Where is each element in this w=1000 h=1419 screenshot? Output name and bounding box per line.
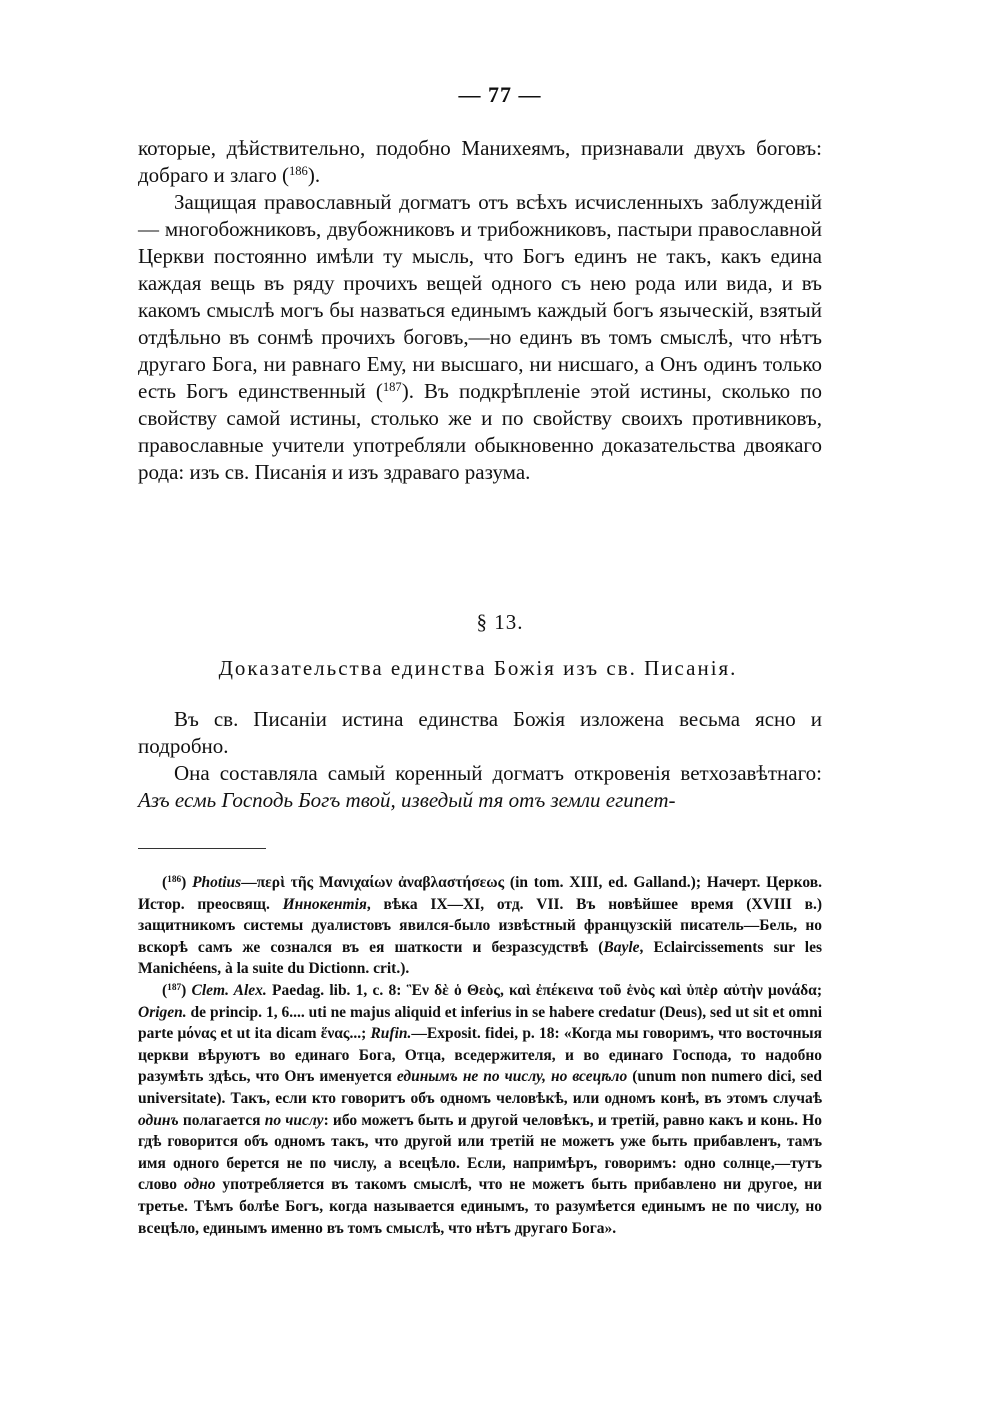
main-text-top bbox=[138, 135, 822, 486]
section-title: Доказательства единства Божія изъ св. Писанія. bbox=[218, 656, 738, 680]
footnote-text: , вѣка IX—XI, отд. VII. Въ новѣйшее время (XVIII в.) защитникомъ системы дуалистовъ явился-было извѣстный французскій писатель—Бель, но вскорѣ самъ же сознался въ ея шаткости и безразсудствѣ ( bbox=[138, 895, 823, 956]
main-text-bottom bbox=[138, 706, 822, 814]
paragraph-text: Защищая православный догматъ отъ всѣхъ исчисленныхъ заблужденій — многобожниковъ, двубожниковъ и трибожниковъ, пастыри православной Церкви постоянно имѣли ту мысль, что Богъ единъ не такъ, какъ едина каждая вещь въ ряду прочихъ вещей одного съ нею рода или вида, и въ какомъ смыслѣ могъ бы назваться единымъ каждый богъ языческій, взятый отдѣльно въ сонмѣ прочихъ боговъ,—но единъ въ томъ смыслѣ, что нѣтъ другаго Бога, ни равнаго Ему, ни высшаго, ни нисшаго, а Онъ одинъ только есть Богъ единственный ( bbox=[138, 190, 822, 403]
paragraph-continued bbox=[138, 135, 822, 189]
paragraph-defense bbox=[138, 189, 822, 486]
footnote-divider bbox=[138, 848, 266, 849]
emphasis-italic: по числу bbox=[264, 1111, 324, 1129]
footnotes bbox=[138, 872, 822, 1239]
paragraph-scripture: Въ св. Писаніи истина единства Божія изложена весьма ясно и подробно. bbox=[138, 707, 822, 758]
emphasis-italic: одинъ bbox=[138, 1111, 179, 1129]
emphasis-italic: одно bbox=[183, 1176, 216, 1194]
paragraph-text: Она составляла самый коренный догматъ откровенія ветхозавѣтнаго: bbox=[174, 761, 822, 785]
paragraph-text: ). Въ подкрѣпленіе этой истины, сколько по свойству самой истины, столько же и по свойству своихъ противниковъ, православные учители употребляли обыкновенно доказательства двоякаго рода: изъ св. Писанія и изъ здраваго разума. bbox=[138, 379, 822, 484]
footnote-text: , Eclaircissements sur les Manichéens, à la suite du Dictionn. crit.). bbox=[138, 938, 822, 978]
footnote-number: 187 bbox=[167, 982, 182, 993]
paragraph-text: которые, дѣйствительно, подобно Манихеямъ, признавали двухъ боговъ: добраго и злаго ( bbox=[138, 136, 822, 187]
footnote-ref-187[interactable]: 187 bbox=[382, 380, 402, 395]
author-name: Иннокентія bbox=[282, 895, 367, 913]
footnote-number: 186 bbox=[167, 874, 182, 885]
footnote-text: —Exposit. fidei, p. 18: «Когда мы говоримъ, что восточныя церкви вѣруютъ во единаго Бога, Отца, вседержителя, и во единаго Господа, то надобно разумѣть здѣсь, что Онъ именуется bbox=[138, 1025, 822, 1086]
footnote-text: : ибо можетъ быть и другой человѣкъ, и третій, равно какъ и конь. Но гдѣ говорится объ одномъ такъ, что другой или третій не можетъ уже быть прибавленъ, тамъ имя одного берется не по числу, а всецѣло. Если, напримѣръ, говоримъ: одно солнце,—тутъ слово bbox=[138, 1111, 822, 1194]
author-name: Bayle bbox=[603, 938, 640, 956]
footnote-text: (unum non numero dici, sed universitate). Такъ, если кто говоритъ объ одномъ человѣкѣ, или одномъ конѣ, въ этомъ случаѣ bbox=[138, 1068, 822, 1107]
quotation-italic: Азъ есмь Господь Богъ твой, изведый тя отъ земли египет- bbox=[138, 788, 676, 812]
footnote-186: ($^{186}$) Photius—περὶ τῆς Μανιχαίων ἀναβλαστήσεως (in tom. XIII, ed. Galland.); Начерт. Церков. Истор. преосвящ. Иннокентія, вѣка IX—XI, отд. VII. Въ новѣйшее время (XVIII в.) защитникомъ системы дуалистовъ явился-было извѣстный французскій писатель—Бель, но вскорѣ самъ же сознался въ ея шаткости и безразсудствѣ (Bayle, Eclaircissements sur les Manichéens, à la suite du Dictionn. crit.). bbox=[138, 874, 823, 978]
footnote-text: —περὶ τῆς Μανιχαίων ἀναβλαστήσεως (in tom. XIII, ed. Galland.); Начерт. Церков. Истор. преосвящ. bbox=[138, 874, 822, 913]
author-name: Rufin. bbox=[370, 1025, 412, 1043]
page-number: — 77 — bbox=[458, 82, 542, 107]
author-name: Clem. Alex. bbox=[191, 981, 267, 999]
section-number: § 13. bbox=[476, 610, 524, 634]
author-name: Origen. bbox=[138, 1003, 187, 1021]
emphasis-italic: единымъ не по числу, но всецѣло bbox=[396, 1068, 628, 1086]
paragraph-text: ). bbox=[307, 163, 321, 187]
footnote-text: употребляется въ такомъ смыслѣ, что не можетъ быть прибавлено ни другое, ни третье. Тѣмъ болѣе Богъ, когда называется единымъ, то разумѣется единымъ не по числу, но всецѣло, единымъ именно въ томъ смыслѣ, что нѣтъ другаго Бога». bbox=[138, 1176, 822, 1237]
footnote-ref-186[interactable]: 186 bbox=[288, 164, 308, 179]
footnote-text: Paedag. lib. 1, c. 8: Ἓν δὲ ὁ Θεὸς, καὶ ἐπέκεινα τοῦ ἑνὸς καὶ ὑπὲρ αὐτὴν μονάδα; bbox=[266, 981, 822, 999]
footnote-187: ($^{187}$) Clem. Alex. Paedag. lib. 1, c. 8: Ἓν δὲ ὁ Θεὸς, καὶ ἐπέκεινα τοῦ ἑνὸς καὶ ὑπὲρ αὐτὴν μονάδα; Origen. de princip. 1, 6.... uti ne majus aliquid et inferius in se habere credatur (Deus), sed ut sit et omni parte μόνας et ut ita dicam ἕνας...; Rufin.—Exposit. fidei, p. 18: «Когда мы говоримъ, что восточныя церкви вѣруютъ во единаго Бога, Отца, вседержителя, и во единаго Господа, то надобно разумѣть здѣсь, что Онъ именуется единымъ не по числу, но всецѣло (unum non numero dici, sed universitate). Такъ, если кто говоритъ объ одномъ человѣкѣ, или одномъ конѣ, въ этомъ случаѣ одинъ полагается по числу: ибо можетъ быть и другой человѣкъ, и третій, равно какъ и конь. Но гдѣ говорится объ одномъ такъ, что другой или третій не можетъ уже быть прибавленъ, тамъ имя одного берется не по числу, а всецѣло. Если, напримѣръ, говоримъ: одно солнце,—тутъ слово одно употребляется въ такомъ смыслѣ, что не можетъ быть прибавлено ни другое, ни третье. Тѣмъ болѣе Богъ, когда называется единымъ, то разумѣется единымъ не по числу, но всецѣло, единымъ именно въ томъ смыслѣ, что нѣтъ другаго Бога». bbox=[138, 981, 822, 1237]
footnote-text: de princip. 1, 6.... uti ne majus aliquid et inferius in se habere credatur (Deus), sed ut sit et omni parte μόνας et ut ita dicam ἕνας...; bbox=[138, 1003, 822, 1043]
author-name: Photius bbox=[192, 874, 242, 891]
footnote-text: полагается bbox=[178, 1111, 265, 1129]
paragraph-dogma bbox=[138, 760, 822, 814]
